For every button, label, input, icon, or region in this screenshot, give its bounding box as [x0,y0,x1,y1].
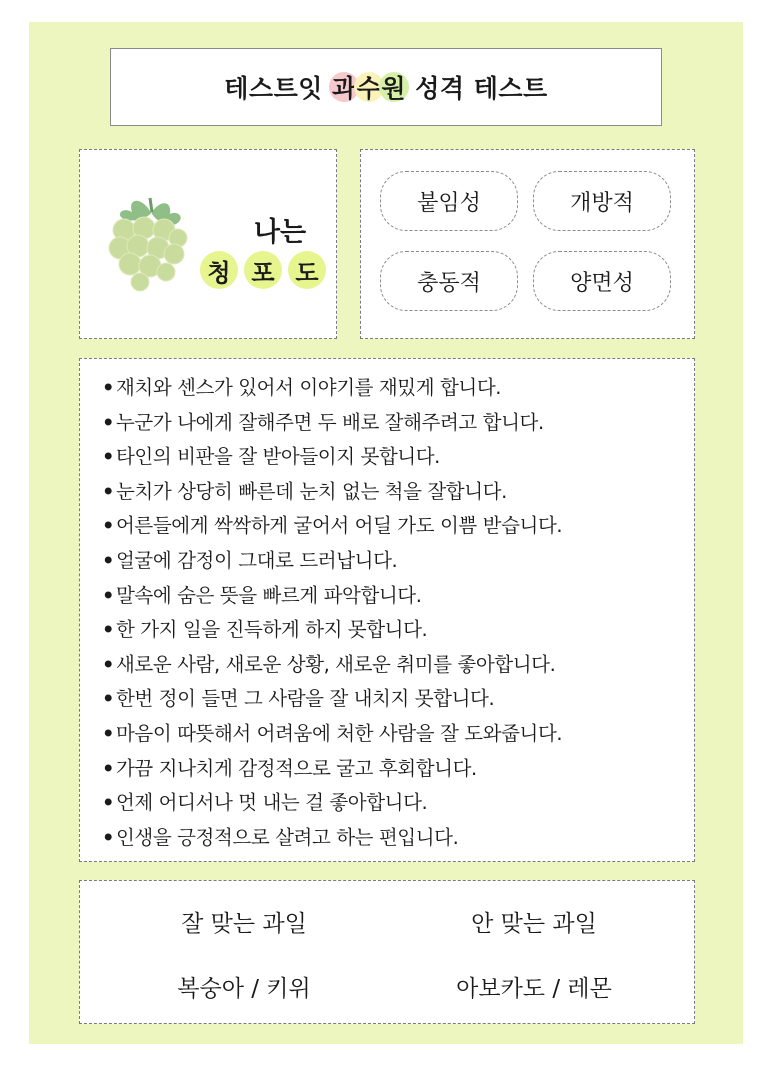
description-item: • 눈치가 상당히 빠른데 눈치 없는 척을 잘합니다. [102,475,684,510]
description-item: • 한 가지 일을 진득하게 하지 못합니다. [102,613,684,648]
description-item: • 언제 어디서나 멋 내는 걸 좋아합니다. [102,786,684,821]
description-panel [79,358,695,862]
description-item: • 어른들에게 싹싹하게 굴어서 어딜 가도 이쁨 받습니다. [102,509,684,544]
title-suffix: 성격 테스트 [406,74,548,103]
bad-match-value: 아보카도 / 레몬 [456,976,612,1002]
good-match-value: 복숭아 / 키위 [177,976,311,1002]
description-item: • 한번 정이 들면 그 사람을 잘 내치지 못합니다. [102,682,684,717]
description-list [102,371,684,855]
fruit-name-char-3: 도 [288,251,326,289]
fruit-name-char-1: 청 [200,251,238,289]
trait-badge: 개방적 [533,171,671,231]
good-match-label: 잘 맞는 과일 [181,911,307,937]
fruit-name [200,251,326,289]
result-text [200,210,326,289]
description-item: • 인생을 긍정적으로 살려고 하는 편입니다. [102,821,684,856]
green-grape-icon [108,192,188,292]
description-item: • 가끔 지나치게 감정적으로 굴고 후회합니다. [102,752,684,787]
page-title [110,48,662,126]
title-prefix: 테스트잇 [224,74,333,103]
trait-badge: 충동적 [380,251,518,311]
description-item: • 누군가 나에게 잘해주면 두 배로 잘해주려고 합니다. [102,406,684,441]
bad-match-label: 안 맞는 과일 [471,911,597,937]
title-highlight-3: 원 [381,69,406,105]
result-panel [79,149,337,339]
title-highlight-1: 과 [332,69,357,105]
trait-badge: 양면성 [533,251,671,311]
bad-match-column [394,905,674,1003]
result-intro: 나는 [253,217,307,248]
description-item: • 새로운 사람, 새로운 상황, 새로운 취미를 좋아합니다. [102,648,684,683]
description-item: • 말속에 숨은 뜻을 빠르게 파악합니다. [102,579,684,614]
title-highlight-2: 수 [357,69,382,105]
description-item: • 재치와 센스가 있어서 이야기를 재밌게 합니다. [102,371,684,406]
result-card [29,22,743,1044]
description-item: • 타인의 비판을 잘 받아들이지 못합니다. [102,440,684,475]
trait-badge: 붙임성 [380,171,518,231]
description-item: • 얼굴에 감정이 그대로 드러납니다. [102,544,684,579]
fruit-name-char-2: 포 [244,251,282,289]
description-item: • 마음이 따뜻해서 어려움에 처한 사람을 잘 도와줍니다. [102,717,684,752]
fruit-match-panel [79,880,695,1024]
traits-panel [360,149,695,339]
good-match-column [104,905,384,1003]
